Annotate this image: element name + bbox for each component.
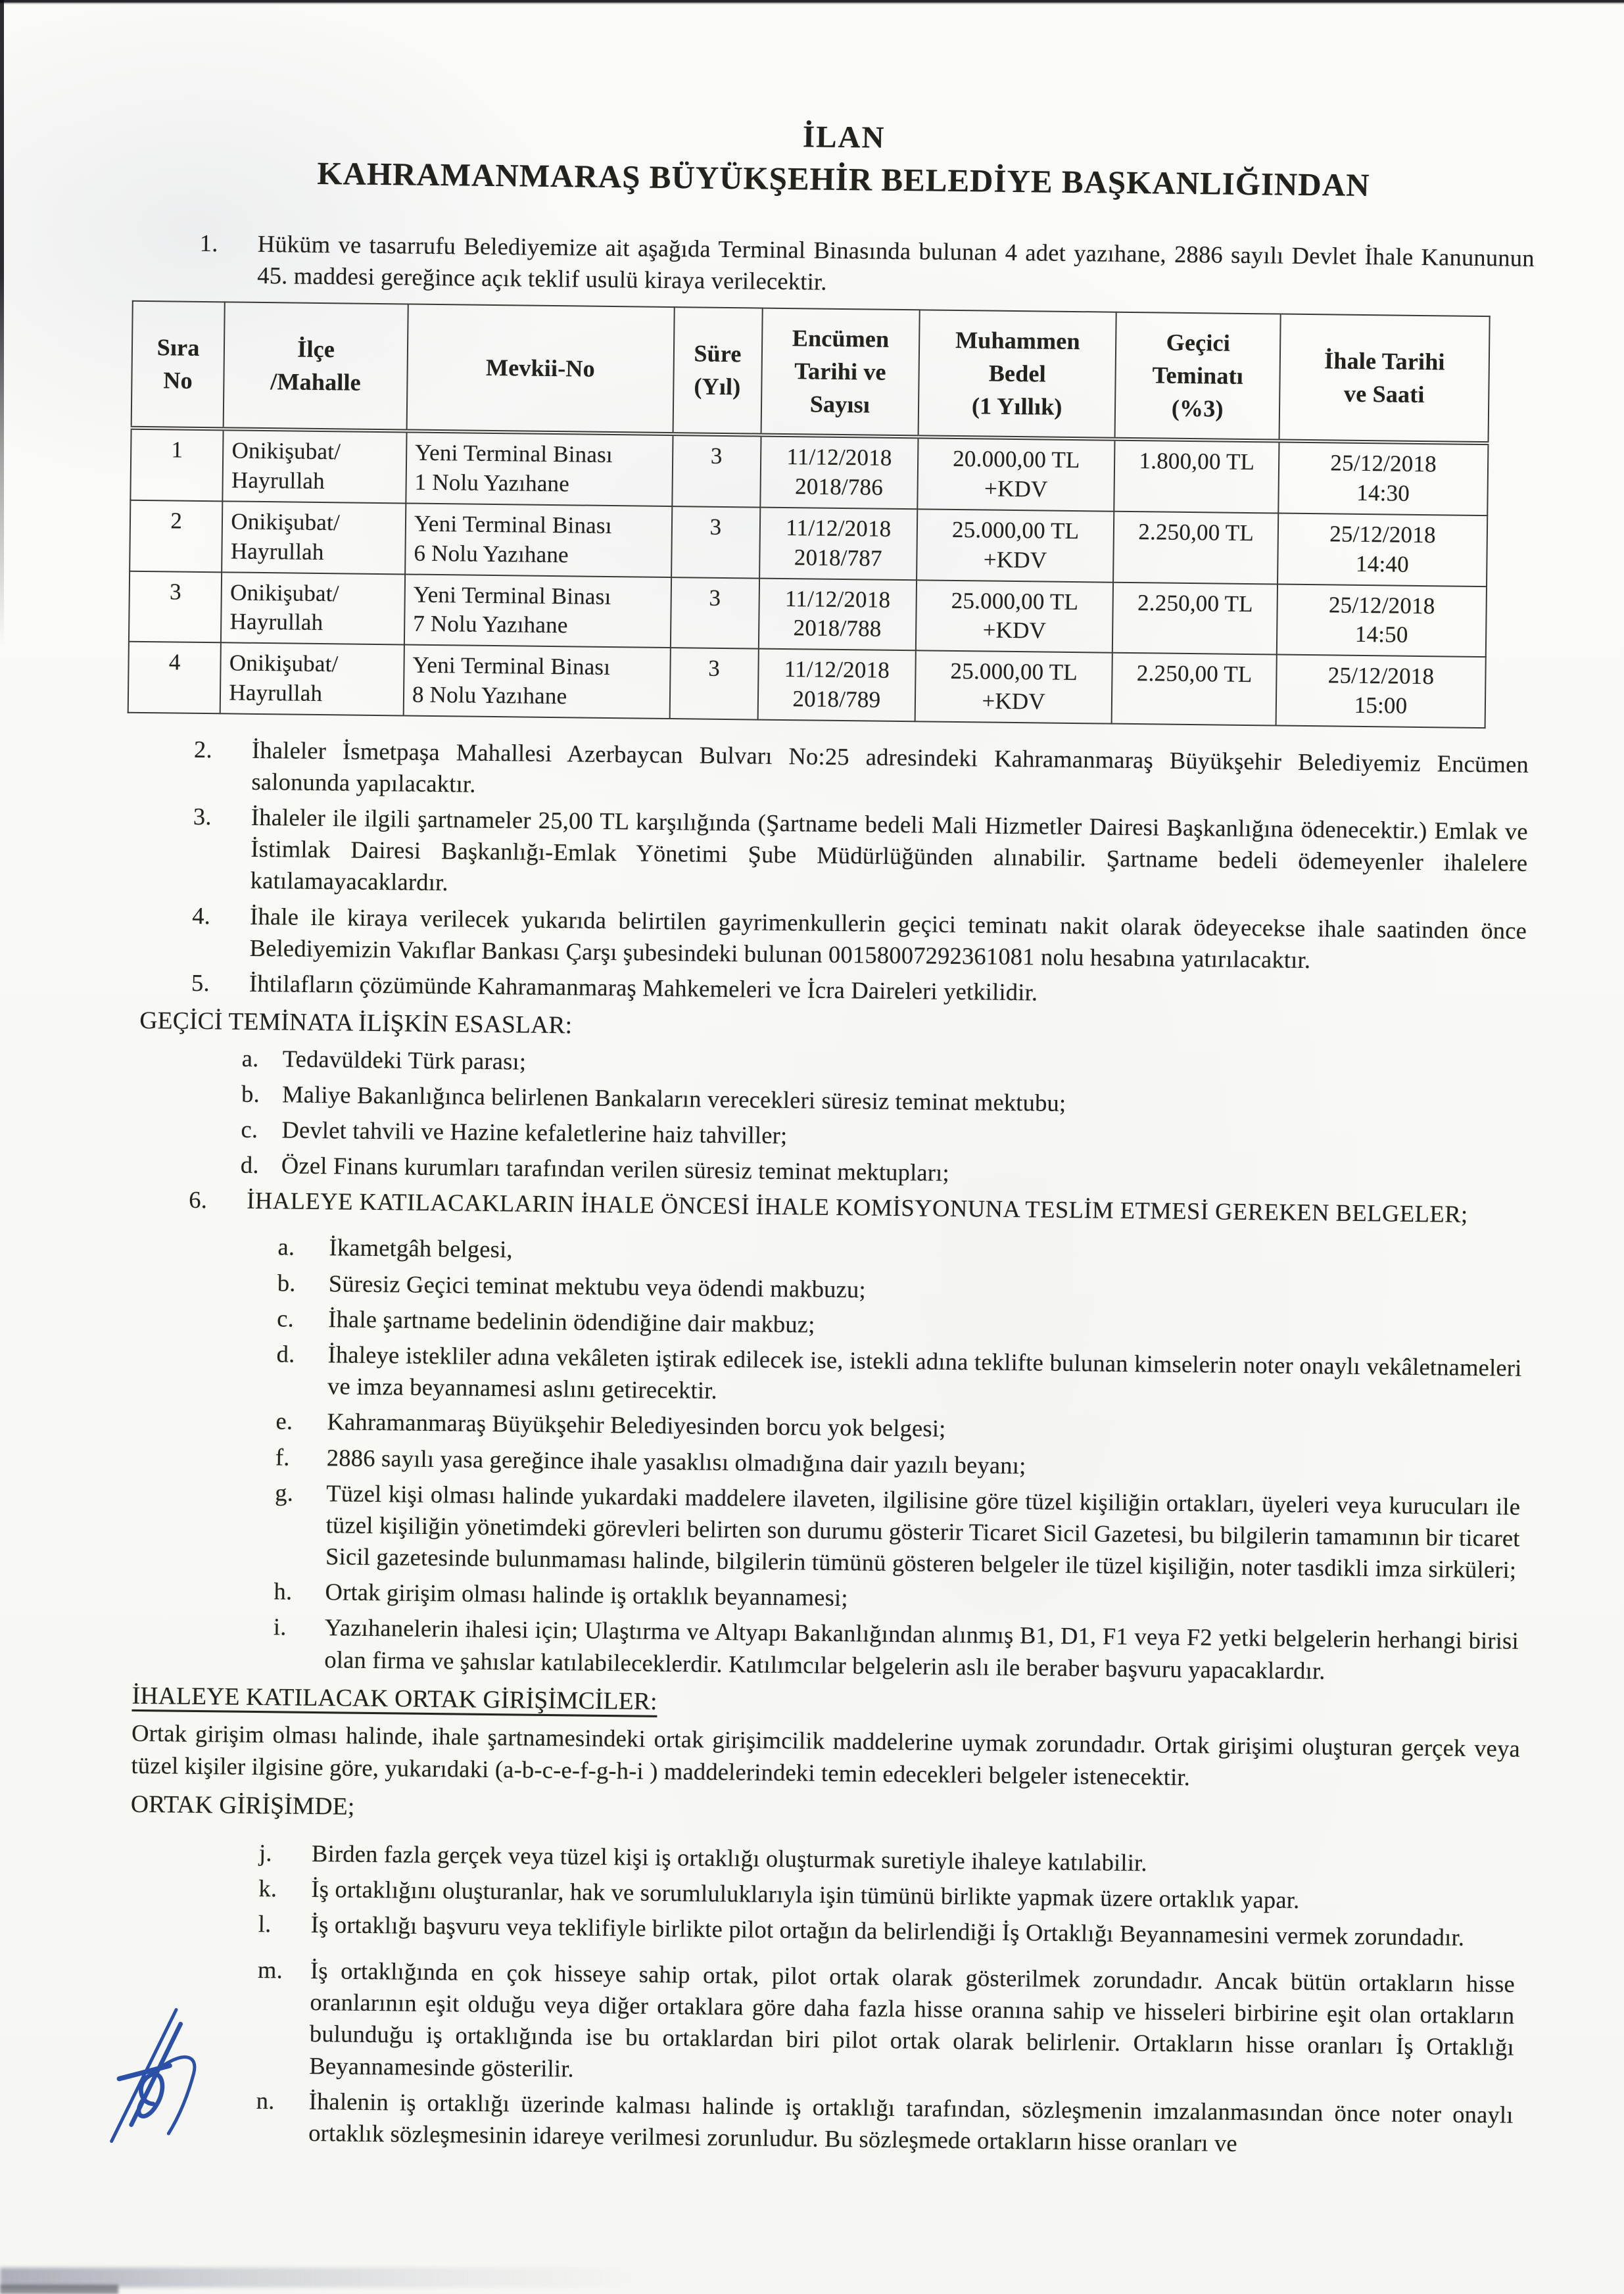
table-cell: Yeni Terminal Binası 1 Nolu Yazıhane xyxy=(406,431,673,506)
venture-item-m xyxy=(128,1953,1517,2095)
scan-artifact-corner-smudge xyxy=(0,2285,118,2294)
document-item-g xyxy=(133,1475,1523,1586)
table-cell: 3 xyxy=(670,577,759,649)
table-cell: Yeni Terminal Binası 8 Nolu Yazıhane xyxy=(404,645,671,719)
document-item-g-text: Tüzel kişi olması halinde yukardaki maddelere ilaveten, ilgilisine göre tüzel kişiliğin ortakları, üyeleri veya kurucuları ile tüzel kişiliğin yönetimdeki görevleri belirten son durumu gösterir Ticaret Sicil Gazetesi, bu bilgilerin tamamının bir ticaret Sicil gazetesinde bulunmaması halinde, bilgilerin tümünü gösteren belgeler ile tüzel kişiliğin, noter tasdikli imza sirküleri; xyxy=(325,1479,1521,1583)
table-cell: 2.250,00 TL xyxy=(1113,512,1278,584)
col-header-sure: Süre (Yıl) xyxy=(673,307,762,435)
table-cell: 4 xyxy=(128,642,222,713)
col-header-gecici-teminat: Geçici Teminatı (%3) xyxy=(1115,312,1281,441)
document-item-b-letter: b. xyxy=(277,1268,296,1297)
table-cell: 3 xyxy=(672,434,761,507)
venture-item-l-letter: l. xyxy=(258,1909,272,1938)
article-2 xyxy=(142,733,1531,812)
article-4-text: İhale ile kiraya verilecek yukarıda belirtilen gayrimenkullerin geçici teminatı nakit olarak ödeyecekse ihale saatinden önce Belediyemizin Vakıflar Bankası Çarşı şubesindeki bulunan 00158007292361081 nolu hesabına yatırılacaktır. xyxy=(249,902,1527,973)
scan-artifact-top-edge xyxy=(0,0,1624,5)
document-item-d xyxy=(135,1337,1525,1416)
article-1 xyxy=(148,227,1537,306)
document-item-a-letter: a. xyxy=(277,1233,295,1261)
table-cell: 11/12/2018 2018/789 xyxy=(757,649,916,721)
table-cell: Yeni Terminal Binası 6 Nolu Yazıhane xyxy=(405,503,672,577)
document-item-h-text: Ortak girişim olması halinde iş ortaklık beyannamesi; xyxy=(325,1578,848,1612)
document-item-f-text: 2886 sayılı yasa gereğince ihale yasaklısı olmadığına dair yazılı beyanı; xyxy=(326,1443,1026,1479)
document-item-b-text: Süresiz Geçici teminat mektubu veya ödendi makbuzu; xyxy=(328,1269,867,1303)
article-2-number: 2. xyxy=(193,735,213,763)
deposit-item-c-letter: c. xyxy=(241,1115,258,1143)
table-header-row xyxy=(131,301,1490,443)
deposit-item-d-text: Özel Finans kurumları tarafından verilen süresiz teminat mektupları; xyxy=(281,1151,950,1187)
table-cell: 3 xyxy=(669,648,758,719)
col-header-sira-no: Sıra No xyxy=(131,301,226,429)
document-item-h-letter: h. xyxy=(274,1577,293,1605)
table-cell: 1.800,00 TL xyxy=(1114,439,1279,513)
joint-venture-subheading: ORTAK GİRİŞİMDE; xyxy=(130,1790,355,1821)
article-6-number: 6. xyxy=(189,1186,208,1214)
table-cell: 25.000,00 TL +KDV xyxy=(917,509,1114,582)
document-item-g-letter: g. xyxy=(275,1478,294,1506)
venture-item-n-text: İhalenin iş ortaklığı üzerinde kalması halinde iş ortaklığı tarafından, sözleşmenin imzalanmasından önce noter onaylı ortaklık sözleşmesinin idareye verilmesi zorunludur. Bu sözleşmede ortakların hisse oranları ve xyxy=(308,2087,1514,2157)
venture-item-k-letter: k. xyxy=(258,1874,277,1902)
venture-item-m-text: İş ortaklığında en çok hisseye sahip ortak, pilot ortak olarak gösterilmek zorundadır. Ancak bütün ortakların hisse oranlarının eşit olduğu veya diğer ortaklara göre daha fazla hisse oranına sahip ve hisseleri birbirine eşit olan ortakların bulunduğu iş ortaklığında ise bu ortaklardan biri pilot ortak olarak belirlenir. Ortakların hisse oranları İş Ortaklığı Beyannamesinde gösterilir. xyxy=(309,1957,1516,2082)
venture-item-j-letter: j. xyxy=(258,1838,272,1866)
document-item-i-text: Yazıhanelerin ihalesi için; Ulaştırma ve Altyapı Bakanlığından alınmış B1, D1, F1 veya F2 yetki belgelerin herhangi birisi olan firma ve şahıslar katılabileceklerdir. Katılımcılar belgelerin aslı ile beraber başvuru yapacaklardır. xyxy=(324,1613,1519,1684)
article-1-number: 1. xyxy=(199,229,218,257)
table-cell: 25/12/2018 14:40 xyxy=(1278,513,1487,586)
table-cell: 11/12/2018 2018/786 xyxy=(760,435,919,509)
col-header-encumen: Encümen Tarihi ve Sayısı xyxy=(761,308,920,437)
document-item-f-letter: f. xyxy=(275,1443,290,1471)
article-4-number: 4. xyxy=(191,901,211,929)
deposit-section-heading: GEÇİCİ TEMİNATA İLİŞKİN ESASLAR: xyxy=(139,1007,573,1039)
joint-venture-paragraph: Ortak girişim olması halinde, ihale şartnamesindeki ortak girişimcilik maddelerine uymak zorundadır. Ortak girişimi oluşturan gerçek veya tüzel kişiler ilgisine göre, yukarıdaki (a-b-c-e-f-g-h-i ) maddelerindeki temin edecekleri belgeler istenecektir. xyxy=(131,1719,1521,1791)
venture-item-j-text: Birden fazla gerçek veya tüzel kişi iş ortaklığı oluşturmak suretiyle ihaleye katılabilir. xyxy=(311,1839,1147,1876)
article-6-heading: İHALEYE KATILACAKLARIN İHALE ÖNCESİ İHALE KOMİSYONUNA TESLİM ETMESİ GEREKEN BELGELER; xyxy=(247,1187,1468,1228)
deposit-item-a-text: Tedavüldeki Türk parası; xyxy=(282,1045,527,1075)
table-cell: Yeni Terminal Binası 7 Nolu Yazıhane xyxy=(404,574,671,648)
venture-item-m-letter: m. xyxy=(257,1956,283,1984)
auction-table xyxy=(128,300,1491,729)
document-content xyxy=(127,112,1539,2163)
table-cell: 25/12/2018 14:50 xyxy=(1277,584,1487,657)
table-cell: 1 xyxy=(130,428,224,501)
article-3-number: 3. xyxy=(193,802,212,830)
deposit-item-b-letter: b. xyxy=(241,1080,260,1107)
article-3-text: İhaleler ile ilgili şartnameler 25,00 TL karşılığında (Şartname bedeli Mali Hizmetler Dairesi Başkanlığına ödenecektir.) Emlak ve İstimlak Dairesi Başkanlığı-Emlak Yönetimi Şube Müdürlüğünden alınabilir. Şartname bedeli ödemeyenler ihalelere katılamayacaklardır. xyxy=(250,803,1529,896)
table-cell: 2.250,00 TL xyxy=(1112,582,1278,654)
table-cell: 20.000,00 TL +KDV xyxy=(917,437,1114,512)
document-item-d-text: İhaleye istekliler adına vekâleten iştirak edilecek ise, istekli adına teklifte bulunan kimselerin noter onaylı vekâletnameleri ve imza beyannamesi aslını getirecektir. xyxy=(327,1341,1522,1404)
document-item-a-text: İkametgâh belgesi, xyxy=(329,1233,513,1263)
deposit-item-d-letter: d. xyxy=(240,1151,259,1179)
venture-item-n xyxy=(127,2084,1516,2163)
scan-artifact-left-edge xyxy=(0,0,4,644)
article-1-text: Hüküm ve tasarrufu Belediyemize ait aşağıda Terminal Binasında bulunan 4 adet yazıhane, 2886 sayılı Devlet İhale Kanununun 45. maddesi gereğince açık teklif usulü kiraya verilecektir. xyxy=(257,229,1535,295)
table-cell: Onikişubat/ Hayrullah xyxy=(220,642,404,715)
table-cell: Onikişubat/ Hayrullah xyxy=(222,501,406,574)
article-5-text: İhtilafların çözümünde Kahramanmaraş Mahkemeleri ve İcra Daireleri yetkilidir. xyxy=(249,969,1038,1006)
deposit-item-c-text: Devlet tahvili ve Hazine kefaletlerine haiz tahviller; xyxy=(281,1116,788,1149)
venture-item-k-text: İş ortaklığını oluşturanlar, hak ve sorumluluklarıyla işin tümünü birlikte yapmak üzere ortaklık yapar. xyxy=(311,1875,1300,1913)
document-item-i-letter: i. xyxy=(273,1613,287,1640)
document-item-e-letter: e. xyxy=(275,1407,293,1435)
table-cell: Onikişubat/ Hayrullah xyxy=(221,572,405,645)
table-cell: 25/12/2018 15:00 xyxy=(1276,655,1486,728)
venture-item-n-letter: n. xyxy=(256,2086,275,2115)
table-cell: 3 xyxy=(129,571,222,642)
table-cell: 25.000,00 TL +KDV xyxy=(915,650,1112,723)
table-cell: 11/12/2018 2018/787 xyxy=(759,508,918,580)
page-title: İLAN xyxy=(802,120,886,155)
document-item-e-text: Kahramanmaraş Büyükşehir Belediyesinden borcu yok belgesi; xyxy=(327,1408,946,1443)
article-3 xyxy=(141,800,1531,911)
table-cell: 2 xyxy=(130,500,223,572)
document-item-d-letter: d. xyxy=(276,1340,295,1368)
article-2-text: İhaleler İsmetpaşa Mahallesi Azerbaycan Bulvarı No:25 adresindeki Kahramanmaraş Büyükşehir Belediyemiz Encümen salonunda yapılacaktır. xyxy=(251,736,1529,798)
document-item-c-letter: c. xyxy=(277,1304,295,1332)
joint-venture-heading: İHALEYE KATILACAK ORTAK GİRİŞİMCİLER: xyxy=(131,1682,657,1715)
col-header-ilce-mahalle: İlçe /Mahalle xyxy=(224,302,408,431)
deposit-item-b-text: Maliye Bakanlığınca belirlenen Bankaların verecekleri süresiz teminat mektubu; xyxy=(281,1080,1066,1116)
article-4 xyxy=(140,899,1529,978)
table-row xyxy=(128,642,1486,728)
article-5-number: 5. xyxy=(191,968,210,997)
table-cell: 3 xyxy=(671,506,760,578)
page-subtitle: KAHRAMANMARAŞ BÜYÜKŞEHİR BELEDİYE BAŞKANLIĞINDAN xyxy=(317,155,1370,204)
table-cell: Onikişubat/ Hayrullah xyxy=(223,429,407,504)
venture-item-l-text: İş ortaklığı başvuru veya teklifiyle birlikte pilot ortağın da belirlendiği İş Ortaklığı Beyannamesini vermek zorundadır. xyxy=(310,1910,1465,1951)
table-cell: 25/12/2018 14:30 xyxy=(1278,441,1488,515)
col-header-ihale-tarihi: İhale Tarihi ve Saati xyxy=(1279,314,1490,444)
table-cell: 11/12/2018 2018/788 xyxy=(759,578,917,650)
document-item-c-text: İhale şartname bedelinin ödendiğine dair makbuz; xyxy=(328,1305,815,1338)
table-cell: 25.000,00 TL +KDV xyxy=(916,580,1113,653)
table-cell: 2.250,00 TL xyxy=(1112,653,1277,725)
col-header-muhammen-bedel: Muhammen Bedel (1 Yıllık) xyxy=(919,310,1116,439)
col-header-mevkii-no: Mevkii-No xyxy=(407,304,675,435)
document-item-i xyxy=(132,1610,1521,1688)
deposit-item-a-letter: a. xyxy=(241,1044,259,1072)
